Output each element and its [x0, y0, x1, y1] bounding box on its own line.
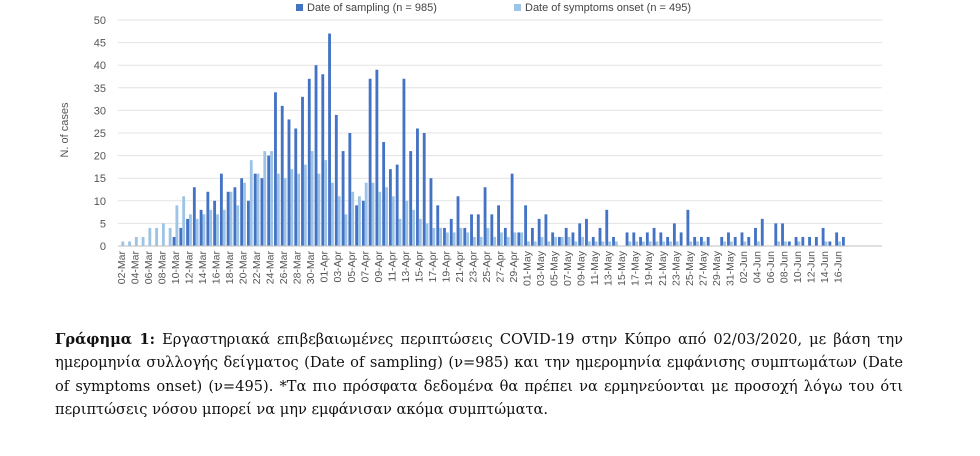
- bar-sampling: [342, 151, 345, 246]
- x-tick-label: 30-Mar: [305, 251, 318, 285]
- bar-sampling: [578, 223, 581, 246]
- bar-onset: [500, 232, 503, 246]
- bar-onset: [696, 241, 699, 246]
- bar-sampling: [267, 156, 270, 246]
- bar-onset: [419, 219, 422, 246]
- legend-label-sampling: Date of sampling (n = 985): [307, 2, 437, 14]
- y-tick-label: 30: [93, 105, 106, 118]
- legend-swatch-sampling: [296, 4, 303, 11]
- x-tick-label: 13-May: [602, 251, 615, 287]
- bar-onset: [662, 241, 665, 246]
- bar-sampling: [315, 65, 318, 246]
- bar-onset: [399, 219, 402, 246]
- x-tick-label: 22-Mar: [251, 251, 264, 285]
- y-tick-label: 35: [93, 82, 106, 95]
- y-tick-label: 50: [93, 15, 106, 27]
- bar-sampling: [517, 232, 520, 246]
- bar-onset: [656, 241, 659, 246]
- bar-sampling: [727, 232, 730, 246]
- bar-sampling: [781, 223, 784, 246]
- bar-sampling: [220, 174, 223, 246]
- bar-onset: [331, 183, 334, 246]
- bar-sampling: [551, 232, 554, 246]
- bar-sampling: [430, 178, 433, 246]
- bar-onset: [642, 241, 645, 246]
- bar-onset: [439, 228, 442, 246]
- bar-onset: [547, 241, 550, 246]
- bar-sampling: [470, 214, 473, 246]
- y-tick-label: 40: [93, 60, 106, 73]
- bar-sampling: [227, 192, 230, 246]
- bar-sampling: [375, 70, 378, 246]
- bar-onset: [284, 178, 287, 246]
- x-tick-label: 28-Mar: [291, 251, 304, 285]
- x-tick-label: 23-Apr: [467, 251, 480, 283]
- bar-onset: [669, 241, 672, 246]
- bar-onset: [568, 237, 571, 246]
- bar-onset: [257, 174, 260, 246]
- bar-sampling: [416, 128, 419, 246]
- bar-sampling: [686, 210, 689, 246]
- bar-onset: [574, 241, 577, 246]
- x-tick-label: 08-Jun: [778, 251, 791, 284]
- bar-sampling: [294, 128, 297, 246]
- bar-onset: [223, 210, 226, 246]
- bar-sampling: [362, 201, 365, 246]
- bar-onset: [196, 219, 199, 246]
- bar-sampling: [639, 237, 642, 246]
- bar-sampling: [274, 92, 277, 246]
- bar-sampling: [720, 237, 723, 246]
- bar-onset: [412, 210, 415, 246]
- bar-onset: [432, 228, 435, 246]
- bar-onset: [250, 160, 253, 246]
- bar-sampling: [646, 232, 649, 246]
- bar-sampling: [734, 237, 737, 246]
- bar-sampling: [261, 178, 264, 246]
- bar-sampling: [585, 219, 588, 246]
- bar-onset: [365, 183, 368, 246]
- bar-onset: [615, 241, 618, 246]
- bar-onset: [216, 214, 219, 246]
- x-tick-label: 11-May: [589, 251, 602, 286]
- y-tick-label: 5: [99, 218, 106, 231]
- bar-sampling: [396, 165, 399, 246]
- bar-sampling: [186, 219, 189, 246]
- x-tick-label: 24-Mar: [264, 251, 277, 285]
- bar-onset: [297, 174, 300, 246]
- x-tick-label: 27-Apr: [494, 251, 507, 283]
- bar-sampling: [741, 232, 744, 246]
- x-tick-label: 08-Mar: [156, 251, 169, 285]
- bar-sampling: [457, 196, 460, 246]
- bar-sampling: [173, 237, 176, 246]
- bar-sampling: [599, 228, 602, 246]
- bar-onset: [392, 196, 395, 246]
- bar-sampling: [288, 119, 291, 246]
- gridlines: [118, 20, 882, 223]
- bar-onset: [797, 241, 800, 246]
- caption-label: Γράφημα 1:: [55, 331, 156, 348]
- bar-onset: [628, 241, 631, 246]
- bar-onset: [541, 237, 544, 246]
- x-tick-label: 11-Apr: [386, 251, 399, 282]
- bar-sampling: [179, 228, 182, 246]
- x-tick-label: 07-May: [562, 251, 575, 287]
- bar-onset: [290, 169, 293, 246]
- bar-sampling: [761, 219, 764, 246]
- bar-onset: [466, 232, 469, 246]
- bar-onset: [385, 187, 388, 246]
- bar-sampling: [389, 169, 392, 246]
- bar-onset: [784, 241, 787, 246]
- x-tick-label: 26-Mar: [278, 251, 291, 285]
- bar-onset: [135, 237, 138, 246]
- bar-onset: [601, 241, 604, 246]
- x-tick-label: 25-May: [683, 251, 696, 287]
- bar-onset: [304, 165, 307, 246]
- bar-onset: [520, 232, 523, 246]
- bar-onset: [203, 214, 206, 246]
- bar-onset: [358, 196, 361, 246]
- bar-onset: [345, 214, 348, 246]
- bar-onset: [743, 241, 746, 246]
- bar-onset: [595, 241, 598, 246]
- bar-onset: [459, 228, 462, 246]
- x-tick-label: 12-Jun: [805, 251, 818, 284]
- bar-sampling: [484, 187, 487, 246]
- x-tick-label: 21-May: [656, 251, 669, 287]
- legend-swatch-onset: [514, 4, 521, 11]
- bar-sampling: [774, 223, 777, 246]
- bar-sampling: [206, 192, 209, 246]
- x-tick-label: 16-Jun: [832, 251, 845, 284]
- y-tick-label: 45: [93, 37, 106, 50]
- x-tick-label: 12-Mar: [183, 251, 196, 285]
- bar-sampling: [321, 74, 324, 246]
- bar-sampling: [524, 205, 527, 246]
- bar-sampling: [747, 237, 750, 246]
- bar-onset: [486, 228, 489, 246]
- bar-sampling: [673, 223, 676, 246]
- bar-onset: [703, 241, 706, 246]
- x-tick-label: 04-Jun: [751, 251, 764, 284]
- bar-sampling: [801, 237, 804, 246]
- bar-onset: [426, 223, 429, 246]
- bar-sampling: [369, 79, 372, 246]
- bar-sampling: [572, 232, 575, 246]
- bar-sampling: [348, 133, 351, 246]
- x-tick-label: 01-Apr: [318, 251, 331, 283]
- bar-onset: [372, 183, 375, 246]
- bar-sampling: [693, 237, 696, 246]
- legend-label-onset: Date of symptoms onset (n = 495): [525, 2, 691, 14]
- bar-onset: [324, 160, 327, 246]
- x-axis: [116, 246, 882, 286]
- bar-onset: [581, 237, 584, 246]
- bar-sampling: [247, 201, 250, 246]
- bar-sampling: [281, 106, 284, 246]
- bar-onset: [689, 241, 692, 246]
- bar-onset: [825, 241, 828, 246]
- bar-onset: [554, 237, 557, 246]
- bar-onset: [189, 214, 192, 246]
- x-tick-label: 05-Apr: [345, 251, 358, 283]
- bar-onset: [473, 237, 476, 246]
- x-tick-label: 05-May: [548, 251, 561, 287]
- bar-sampling: [835, 232, 838, 246]
- bar-sampling: [328, 34, 331, 246]
- bar-onset: [757, 241, 760, 246]
- bar-onset: [405, 201, 408, 246]
- bar-onset: [263, 151, 266, 246]
- bar-onset: [514, 232, 517, 246]
- bar-sampling: [626, 232, 629, 246]
- bar-onset: [175, 205, 178, 246]
- bar-onset: [243, 183, 246, 246]
- x-tick-label: 27-May: [697, 251, 710, 287]
- bar-onset: [378, 192, 381, 246]
- bar-onset: [311, 151, 314, 246]
- x-tick-label: 09-May: [575, 251, 588, 287]
- x-tick-label: 03-May: [535, 251, 548, 287]
- bar-sampling: [815, 237, 818, 246]
- bar-onset: [480, 237, 483, 246]
- x-tick-label: 29-Apr: [508, 251, 521, 283]
- bar-sampling: [788, 241, 791, 246]
- bar-sampling: [504, 228, 507, 246]
- bar-sampling: [254, 174, 257, 246]
- x-tick-label: 04-Mar: [129, 251, 142, 285]
- bar-onset: [493, 237, 496, 246]
- x-tick-label: 13-Apr: [399, 251, 412, 283]
- x-tick-label: 25-Apr: [480, 251, 493, 283]
- bar-sampling: [700, 237, 703, 246]
- bar-sampling: [632, 232, 635, 246]
- bar-sampling: [477, 214, 480, 246]
- bar-onset: [338, 196, 341, 246]
- bar-onset: [351, 192, 354, 246]
- bar-sampling: [659, 232, 662, 246]
- x-tick-label: 19-Apr: [440, 251, 453, 283]
- bar-sampling: [565, 228, 568, 246]
- x-tick-label: 09-Apr: [372, 251, 385, 283]
- legend: [296, 2, 691, 14]
- x-tick-label: 14-Jun: [819, 251, 832, 284]
- y-tick-label: 15: [93, 173, 106, 186]
- x-tick-label: 15-May: [616, 251, 629, 287]
- x-tick-label: 15-Apr: [413, 251, 426, 283]
- bar-onset: [236, 205, 239, 246]
- bar-sampling: [193, 187, 196, 246]
- bar-sampling: [382, 142, 385, 246]
- x-tick-label: 23-May: [670, 251, 683, 287]
- bar-sampling: [653, 228, 656, 246]
- x-tick-label: 10-Jun: [791, 251, 804, 284]
- x-tick-label: 21-Apr: [453, 251, 466, 283]
- caption-text: Εργαστηριακά επιβεβαιωμένες περιπτώσεις COVID-19 στην Κύπρο από 02/03/2020, με βάση την ημερομηνία συλλογής δείγματος (Date of sampling) (ν=985) και την ημερομηνία εμφάνισης συμπτωμάτων (Date of symptoms onset) (ν=495). *Τα πιο πρόσφατα δεδομένα θα πρέπει να ερμηνεύονται με προσοχή λόγω του ότι περιπτώσεις νόσου μπορεί να μην εμφάνισαν ακόμα συμπτώματα.: [55, 331, 903, 419]
- bar-onset: [270, 151, 273, 246]
- x-tick-label: 10-Mar: [169, 251, 182, 285]
- bar-onset: [121, 241, 124, 246]
- bar-onset: [142, 237, 145, 246]
- bar-onset: [561, 237, 564, 246]
- bar-sampling: [605, 210, 608, 246]
- bar-sampling: [754, 228, 757, 246]
- x-tick-label: 29-May: [710, 251, 723, 287]
- bar-sampling: [680, 232, 683, 246]
- bar-sampling: [828, 241, 831, 246]
- bar-sampling: [538, 219, 541, 246]
- bar-onset: [446, 232, 449, 246]
- bar-sampling: [490, 214, 493, 246]
- bar-onset: [777, 241, 780, 246]
- x-tick-label: 07-Apr: [359, 251, 372, 283]
- bar-sampling: [558, 237, 561, 246]
- bar-onset: [534, 241, 537, 246]
- bar-onset: [277, 174, 280, 246]
- bar-sampling: [233, 187, 236, 246]
- bar-onset: [723, 241, 726, 246]
- bar-sampling: [795, 237, 798, 246]
- bar-sampling: [842, 237, 845, 246]
- y-tick-label: 20: [93, 150, 106, 163]
- y-tick-label: 0: [99, 241, 106, 253]
- bar-sampling: [308, 79, 311, 246]
- bar-sampling: [403, 79, 406, 246]
- bar-sampling: [423, 133, 426, 246]
- bar-sampling: [666, 237, 669, 246]
- x-tick-label: 06-Jun: [764, 251, 777, 284]
- bar-sampling: [200, 210, 203, 246]
- bar-onset: [588, 241, 591, 246]
- x-tick-label: 02-Mar: [115, 251, 128, 285]
- bar-sampling: [822, 228, 825, 246]
- bar-sampling: [335, 115, 338, 246]
- bar-onset: [453, 232, 456, 246]
- bar-onset: [317, 174, 320, 246]
- bar-onset: [838, 241, 841, 246]
- bar-onset: [169, 228, 172, 246]
- bar-sampling: [213, 201, 216, 246]
- y-tick-label: 25: [93, 128, 106, 140]
- bar-onset: [649, 241, 652, 246]
- x-tick-label: 17-May: [629, 251, 642, 287]
- x-tick-label: 20-Mar: [237, 251, 250, 285]
- bar-onset: [635, 241, 638, 246]
- bar-sampling: [240, 178, 243, 246]
- bar-sampling: [544, 214, 547, 246]
- bar-sampling: [612, 237, 615, 246]
- bar-sampling: [592, 237, 595, 246]
- bar-sampling: [808, 237, 811, 246]
- figure-caption: [55, 328, 903, 422]
- bar-onset: [230, 192, 233, 246]
- x-tick-label: 02-Jun: [737, 251, 750, 284]
- bar-sampling: [443, 228, 446, 246]
- bar-sampling: [355, 205, 358, 246]
- bar-onset: [128, 241, 131, 246]
- y-axis-label: N. of cases: [59, 102, 71, 158]
- bar-onset: [209, 210, 212, 246]
- bar-onset: [182, 196, 185, 246]
- bar-onset: [162, 223, 165, 246]
- bar-sampling: [531, 228, 534, 246]
- bar-onset: [155, 228, 158, 246]
- bar-onset: [507, 237, 510, 246]
- bar-onset: [527, 241, 530, 246]
- x-tick-label: 17-Apr: [426, 251, 439, 283]
- x-tick-label: 19-May: [643, 251, 656, 287]
- bar-sampling: [436, 205, 439, 246]
- bar-sampling: [409, 151, 412, 246]
- y-axis: [94, 15, 106, 253]
- bar-sampling: [450, 219, 453, 246]
- x-tick-label: 18-Mar: [224, 251, 237, 285]
- x-tick-label: 14-Mar: [197, 251, 210, 285]
- bar-sampling: [301, 97, 304, 246]
- x-tick-label: 06-Mar: [142, 251, 155, 285]
- y-tick-label: 10: [93, 195, 106, 208]
- x-tick-label: 31-May: [724, 251, 737, 287]
- bar-sampling: [497, 205, 500, 246]
- bar-onset: [730, 241, 733, 246]
- x-tick-label: 03-Apr: [332, 251, 345, 283]
- bar-sampling: [511, 174, 514, 246]
- bar-onset: [148, 228, 151, 246]
- bar-sampling: [707, 237, 710, 246]
- bar-sampling: [463, 228, 466, 246]
- x-tick-label: 01-May: [521, 251, 534, 287]
- x-tick-label: 16-Mar: [210, 251, 223, 285]
- bar-onset: [608, 241, 611, 246]
- bar-onset: [676, 241, 679, 246]
